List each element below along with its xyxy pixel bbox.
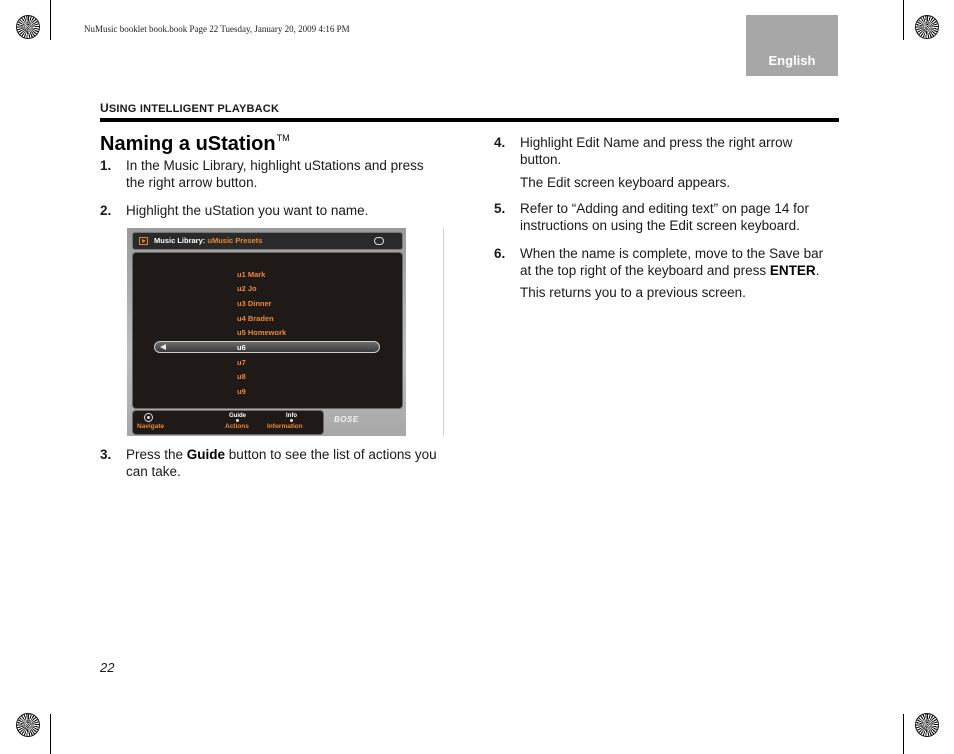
info-dot-icon	[290, 419, 293, 422]
registration-starburst-tl	[17, 16, 39, 38]
header-rule	[100, 118, 839, 122]
registration-starburst-br	[916, 714, 938, 736]
registration-starburst-tr	[916, 16, 938, 38]
list-item: u2 Jo	[237, 284, 257, 293]
navigate-label: Navigate	[137, 423, 165, 430]
step-6-note: This returns you to a previous screen.	[520, 285, 746, 300]
crop-line	[50, 714, 51, 754]
enter-keyword: ENTER	[769, 263, 816, 278]
page-title	[100, 133, 290, 156]
step-number: 6.	[494, 246, 506, 261]
step-number: 3.	[100, 447, 112, 462]
language-tab: English	[746, 15, 838, 76]
column-divider	[443, 228, 444, 436]
guide-key-label: Guide	[229, 413, 247, 419]
crop-line	[903, 0, 904, 40]
list-item: u5 Homework	[237, 328, 287, 337]
preset-list	[132, 252, 403, 409]
crop-line	[903, 714, 904, 754]
guide-dot-icon	[236, 419, 239, 422]
screen-bottom-bar	[132, 410, 324, 435]
selection-bar	[154, 341, 380, 353]
step-number: 1.	[100, 158, 112, 173]
step-text: Highlight Edit Name and press the right arrow button.	[520, 135, 793, 167]
step-text-post: .	[815, 263, 820, 278]
play-icon	[139, 237, 148, 245]
ustation-screen-image	[127, 228, 406, 436]
bose-logo: BOSE	[334, 415, 359, 424]
list-item: u8	[237, 372, 246, 381]
step-text: Highlight the uStation you want to name.	[126, 203, 369, 218]
step-text	[520, 245, 838, 279]
section-label	[100, 101, 279, 115]
step-number: 5.	[494, 201, 506, 216]
screen-title-bar	[132, 232, 403, 250]
list-item: u1 Mark	[237, 270, 266, 279]
list-item: u4 Braden	[237, 314, 274, 323]
step-number: 2.	[100, 203, 112, 218]
list-item: u3 Dinner	[237, 299, 272, 308]
list-item: u7	[237, 358, 246, 367]
registration-starburst-bl	[17, 714, 39, 736]
step-4-note: The Edit screen keyboard appears.	[520, 175, 731, 190]
step-text: Refer to “Adding and editing text” on page 14 for instructions on using the Edit screen keyboard.	[520, 201, 809, 233]
navigate-icon	[144, 413, 153, 422]
list-item-selected: u6	[237, 343, 246, 352]
trademark-symbol: TM	[276, 133, 290, 143]
step-text-post: button to see the list of actions you can take.	[126, 447, 437, 479]
step-number: 4.	[494, 135, 506, 150]
section-label-initial: U	[100, 101, 109, 115]
list-item: u9	[237, 387, 246, 396]
section-label-rest: SING INTELLIGENT PLAYBACK	[108, 103, 280, 115]
info-key-label: Info	[286, 413, 297, 419]
page-number: 22	[100, 660, 115, 675]
crop-line	[50, 0, 51, 40]
page-title-text: Naming a uStation	[100, 133, 276, 155]
file-header: NuMusic booklet book.book Page 22 Tuesday, January 20, 2009 4:16 PM	[84, 24, 350, 34]
step-text: In the Music Library, highlight uStations and press the right arrow button.	[126, 158, 424, 190]
information-label: Information	[267, 423, 303, 430]
repeat-icon	[374, 237, 384, 245]
actions-label: Actions	[225, 423, 249, 430]
guide-keyword: Guide	[186, 447, 226, 462]
screen-title	[154, 236, 262, 245]
step-text	[126, 446, 444, 480]
step-text-pre: Press the	[126, 447, 187, 462]
left-arrow-icon	[160, 344, 166, 350]
screen-title-value: uMusic Presets	[207, 236, 263, 245]
screen-title-label: Music Library:	[154, 236, 206, 245]
step-text-pre: When the name is complete, move to the Save bar at the top right of the keyboard and press	[520, 246, 824, 278]
